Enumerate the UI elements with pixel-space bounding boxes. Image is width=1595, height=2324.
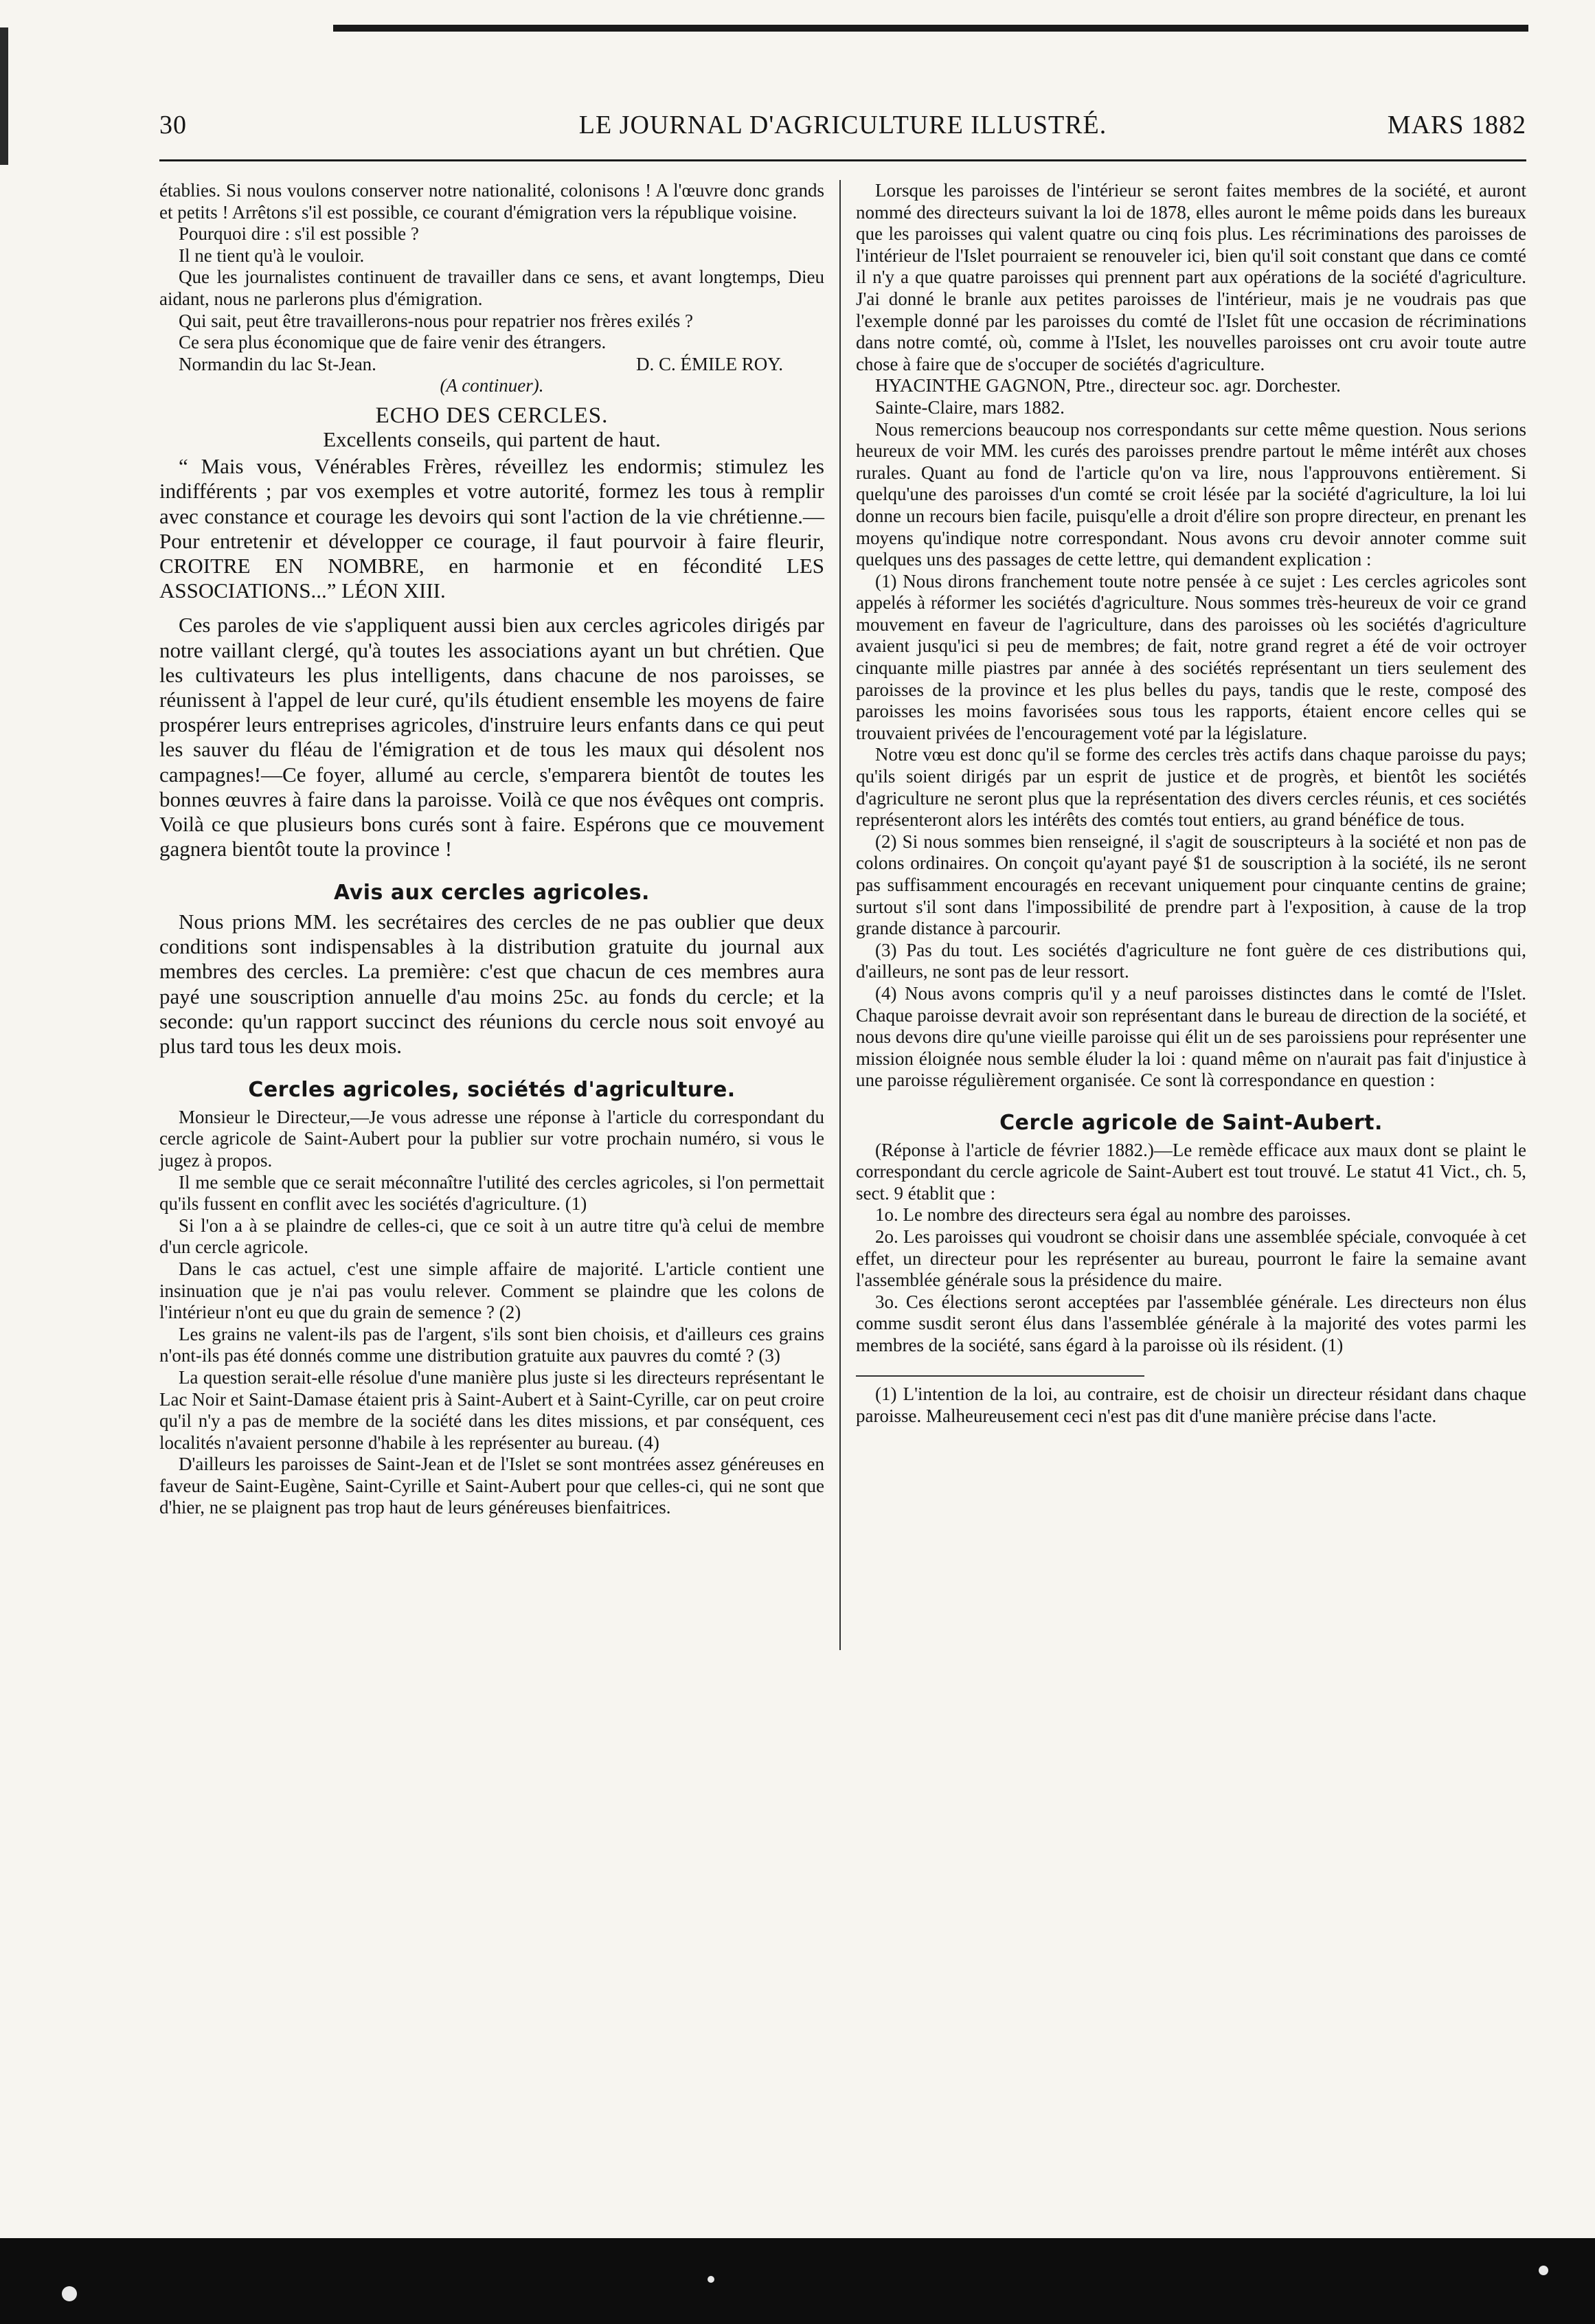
paragraph: (4) Nous avons compris qu'il y a neuf paroisses distinctes dans le comté de l'Islet. Chaque paroisse devrait avoir son représentant dans le bureau de direction de la société, et nous devons dire qu'une vieille paroisse qui élit un de ses paroissiens pour représenter une mission éloignée nous semble éluder la loi : quand même on n'aurait pas fait d'injustice à une paroisse régulièrement organisée. Ce sont là correspondance en question : <box>856 982 1526 1091</box>
paragraph: Qui sait, peut être travaillerons-nous pour repatrier nos frères exilés ? <box>179 310 693 331</box>
signature-place: Normandin du lac St-Jean. <box>179 353 376 374</box>
section-heading: ECHO DES CERCLES. <box>375 403 609 428</box>
paragraph: (1) Nous dirons franchement toute notre pensée à ce sujet : Les cercles agricoles sont appelés à réformer les sociétés d'agriculture. Nous sommes très-heureux de voir ce grand mouvement en faveur de l'agriculture, dans des paroisses où les sociétés d'agriculture avaient jusqu'ici si peu de membres; de fait, notre grand regret a été de voir octroyer cinquante mille piastres par année à des sociétés représentant un tiers seulement des paroisses de la province et les plus belles du pays, tandis que le reste, composé des paroisses les moins favorisées sous tous les rapports, étaient encore celles qui se trouvaient privées de l'encouragement voté par la législature. <box>856 570 1526 743</box>
section-heading: Cercle agricole de Saint-Aubert. <box>999 1110 1383 1135</box>
list-item: 1o. Le nombre des directeurs sera égal au nombre des paroisses. <box>875 1204 1351 1226</box>
paragraph: Il ne tient qu'à le vouloir. <box>179 245 365 266</box>
paragraph: Que les journalistes continuent de travailler dans ce sens, et avant longtemps, Dieu aidant, nous ne parlerons plus d'émigration. <box>159 267 824 309</box>
to-continue-note: (A continuer). <box>440 375 544 396</box>
paragraph: Lorsque les paroisses de l'intérieur se seront faites membres de la société, et auront nommé des directeurs suivant la loi de 1878, elles auront le même poids dans les bureaux que les paroisses qui valent quatre ou cinq fois plus. Les récriminations des paroisses de l'intérieur de l'Islet pourraient se renouveler ici, bien qu'il soit constant que dans ce comté il n'y a que quatre paroisses qui prennent part aux opérations de la société d'agriculture. J'ai donné le branle aux petites paroisses de l'intérieur, mais je ne voudrais pas que l'exemple donné par les paroisses du comté de l'Islet fût une occasion de récriminations dans notre comté, où, comme à l'Islet, les nouvelles paroisses ont cru avoir toute autre chose à faire que de s'occuper de sociétés d'agriculture. <box>856 180 1526 374</box>
paragraph: Si l'on a à se plaindre de celles-ci, que ce soit à un autre titre qu'à celui de membre d'un cercle agricole. <box>159 1215 824 1258</box>
paragraph: Nous prions MM. les secrétaires des cercles de ne pas oublier que deux conditions sont indispensables à la distribution gratuite du journal aux membres des cercles. La première: c'est que chacun de ces membres aura payé une souscription annuelle d'au moins 25c. au fonds du cercle; et la seconde: qu'un rapport succinct des réunions du cercle nous soit envoyé au plus tard tous les deux mois. <box>159 909 824 1058</box>
signature-line <box>159 354 824 376</box>
signature-place: Sainte-Claire, mars 1882. <box>875 396 1065 418</box>
scan-bottom-edge <box>0 2238 1595 2324</box>
paragraph: Pourquoi dire : s'il est possible ? <box>179 223 419 245</box>
paragraph: La question serait-elle résolue d'une manière plus juste si les directeurs représentant le Lac Noir et Saint-Damase étaient pris à Saint-Aubert et à Saint-Cyrille, car on peut croire qu'il n'y a pas de membre de la société dans les dites missions, et par conséquent, ces localités n'avaient personne d'habile à les représenter au bureau. (4) <box>159 1366 824 1453</box>
top-decorative-rule <box>333 25 1528 32</box>
paragraph: Ces paroles de vie s'appliquent aussi bien aux cercles agricoles dirigés par notre vaillant clergé, qu'à toutes les associations ayant un but chrétien. Que les cultivateurs les plus intelligents, dans chacune de nos paroisses, se réunissent à l'appel de leur curé, qu'ils étudient ensemble les moyens de faire prospérer leurs entreprises agricoles, d'instruire leurs enfants dans ce qui peut les sauver du fléau de l'émigration et de tous les maux qui désolent nos campagnes!—Ce foyer, allumé au cercle, s'emparera bientôt de toutes les bonnes œuvres à faire dans la paroisse. Voilà ce que nos évêques ont compris. Voilà ce que plusieurs bons curés sont à faire. Espérons que ce mouvement gagnera bientôt toute la province ! <box>159 613 824 861</box>
paragraph: (Réponse à l'article de février 1882.)—Le remède efficace aux maux dont se plaint le correspondant du cercle agricole de Saint-Aubert est tout trouvé. Le statut 41 Vict., ch. 5, sect. 9 établit que : <box>856 1139 1526 1204</box>
quote-paragraph: “ Mais vous, Vénérables Frères, réveillez les endormis; stimulez les indifférents ; par vos exemples et votre autorité, formez les tous à remplir avec constance et courage les devoirs qui sont l'action de la vie chrétienne.—Pour entretenir et développer ce courage, il faut pourvoir à faire fleurir, CROITRE EN NOMBRE, en harmonie et en fécondité LES ASSOCIATIONS...” LÉON XIII. <box>159 454 824 603</box>
section-heading: Cercles agricoles, sociétés d'agriculture. <box>248 1078 736 1103</box>
column-divider <box>839 180 841 1650</box>
issue-date: MARS 1882 <box>1387 111 1526 139</box>
paragraph: Nous remercions beaucoup nos correspondants sur cette même question. Nous serions heureux de voir MM. les curés des paroisses prendre partout le même intérêt aux choses rurales. Quant au fond de l'article qu'on va lire, nous l'approuvons entièrement. Si quelqu'une des paroisses d'un comté se croit lésée par la société d'agriculture, la loi lui donne un recours bien facile, puisqu'elle a droit d'élire son propre directeur, en prenant les moyens qu'indique notre correspondant. Nous avons cru devoir annoter comme suit quelques uns des passages de cette lettre, qui demandent explication : <box>856 418 1526 570</box>
paragraph: (3) Pas du tout. Les sociétés d'agriculture ne font guère de ces distributions qui, d'ailleurs, ne sont pas de leur ressort. <box>856 939 1526 982</box>
page-header <box>159 110 1526 151</box>
section-subheading: Excellents conseils, qui partent de haut. <box>323 427 661 451</box>
header-rule <box>159 159 1526 161</box>
paragraph: Notre vœu est donc qu'il se forme des cercles très actifs dans chaque paroisse du pays; qu'ils soient dirigés par un esprit de justice et de progrès, et bientôt les sociétés d'agriculture ne seront plus que la représentation des divers cercles réunis, et ces sociétés représenteront alors les intérêts des comtés tout entiers, au grand bénéfice de tous. <box>856 744 1526 831</box>
list-item: 2o. Les paroisses qui voudront se choisir dans une assemblée spéciale, convoquée à cet effet, un directeur pour les représenter au bureau, pourront le faire la semaine avant l'assemblée générale sous la présidence du maire. <box>856 1226 1526 1291</box>
footnote-rule <box>856 1375 1144 1377</box>
footnote: (1) L'intention de la loi, au contraire, est de choisir un directeur résidant dans chaque paroisse. Malheureusement ceci n'est pas dit d'une manière précise dans l'acte. <box>856 1384 1526 1427</box>
paragraph: Ce sera plus économique que de faire venir des étrangers. <box>179 332 607 353</box>
paragraph: Monsieur le Directeur,—Je vous adresse une réponse à l'article du correspondant du cercle agricole de Saint-Aubert pour la publier sur votre prochain numéro, si vous le jugez à propos. <box>159 1106 824 1171</box>
signature-name: D. C. ÉMILE ROY. <box>635 353 783 374</box>
signature-name: HYACINTHE GAGNON, Ptre., directeur soc. agr. Dorchester. <box>875 375 1341 396</box>
right-column <box>856 180 1526 1428</box>
paragraph: (2) Si nous sommes bien renseigné, il s'agit de souscripteurs à la société et non pas de colons ordinaires. On conçoit qu'ayant payé $1 de souscription à la société, ils ne seront pas suffisamment encouragés en recevant uniquement pour cinquante centins de graine; surtout s'il sont dans l'impossibilité de prendre part à l'exposition, à cause de la trop grande distance à parcourir. <box>856 831 1526 939</box>
section-heading: Avis aux cercles agricoles. <box>334 881 650 905</box>
paragraph: Les grains ne valent-ils pas de l'argent, s'ils sont bien choisis, et d'ailleurs ces grains n'ont-ils pas été donnés comme une distribution gratuite aux pauvres du comté ? (3) <box>159 1323 824 1366</box>
list-item: 3o. Ces élections seront acceptées par l'assemblée générale. Les directeurs non élus comme susdit seront élus dans l'assemblée générale à la majorité des votes parmi les membres de la société, sans égard à la paroisse où ils résident. (1) <box>856 1291 1526 1355</box>
paragraph: Il me semble que ce serait méconnaître l'utilité des cercles agricoles, si l'on permettait qu'ils fussent en conflit avec les sociétés d'agriculture. (1) <box>159 1171 824 1215</box>
paragraph: établies. Si nous voulons conserver notre nationalité, colonisons ! A l'œuvre donc grands et petits ! Arrêtons s'il est possible, ce courant d'émigration vers la république voisine. <box>159 180 824 223</box>
paragraph: D'ailleurs les paroisses de Saint-Jean et de l'Islet se sont montrées assez généreuses en faveur de Saint-Eugène, Saint-Cyrille et Saint-Aubert pour que celles-ci, qui ne sont que d'hier, ne se plaignent pas trop haut de leurs généreuses bienfaitrices. <box>159 1454 824 1518</box>
journal-title: LE JOURNAL D'AGRICULTURE ILLUSTRÉ. <box>578 111 1107 139</box>
scan-edge-mark <box>0 27 8 165</box>
page-number: 30 <box>159 111 187 139</box>
left-column <box>159 180 824 1519</box>
paragraph: Dans le cas actuel, c'est une simple affaire de majorité. L'article contient une insinuation que je n'ai pas voulu relever. Comment se plaindre que les colons de l'intérieur n'ont eu que du grain de semence ? (2) <box>159 1258 824 1323</box>
